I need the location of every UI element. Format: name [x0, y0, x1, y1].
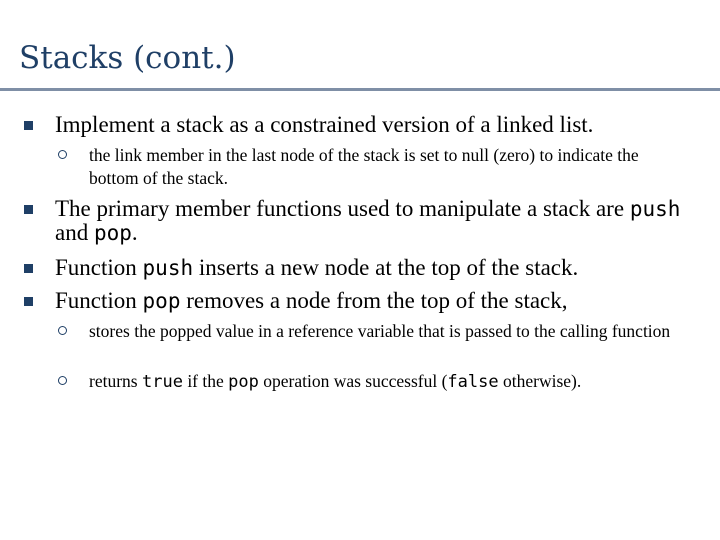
circle-bullet-icon: [58, 326, 67, 335]
sub-item-4-2-text-mid: if the: [182, 371, 229, 391]
square-bullet-icon: [24, 121, 33, 130]
square-bullet-icon: [24, 264, 33, 273]
code-false: false: [447, 372, 499, 392]
code-pop: pop: [142, 289, 181, 313]
code-push: push: [629, 197, 681, 221]
bullet-item-4-text-end: removes a node from the top of the stack,: [180, 288, 568, 313]
bullet-item-2: [55, 197, 715, 245]
bullet-item-4: [55, 289, 715, 313]
sub-item-4-2-text-end: otherwise).: [498, 371, 582, 391]
sub-item-1-1-text: the link member in the last node of the stack is set to null (zero) to indicate the bottom of the stack.: [89, 145, 639, 188]
slide-title: Stacks (cont.): [19, 40, 236, 76]
circle-bullet-icon: [58, 150, 67, 159]
sub-item-1-1: [89, 144, 689, 190]
square-bullet-icon: [24, 297, 33, 306]
bullet-item-1: [55, 113, 715, 137]
square-bullet-icon: [24, 205, 33, 214]
bullet-item-3-text-end: inserts a new node at the top of the stack.: [193, 255, 579, 280]
bullet-item-2-text-end: .: [131, 220, 138, 245]
code-pop: pop: [93, 221, 132, 245]
code-pop: pop: [228, 372, 259, 392]
title-divider: [0, 88, 720, 91]
circle-bullet-icon: [58, 376, 67, 385]
sub-item-4-2: [89, 370, 689, 394]
bullet-item-4-text: Function: [55, 288, 143, 313]
bullet-item-3-text: Function: [55, 255, 143, 280]
sub-item-4-2-text: returns: [89, 371, 142, 391]
code-push: push: [142, 256, 194, 280]
code-true: true: [141, 372, 183, 392]
sub-item-4-1-text: stores the popped value in a reference variable that is passed to the calling function: [89, 321, 671, 341]
bullet-item-3: [55, 256, 715, 280]
sub-item-4-1: [89, 320, 689, 343]
bullet-item-1-text: Implement a stack as a constrained version of a linked list.: [55, 112, 594, 137]
sub-item-4-2-text-mid2: operation was successful (: [258, 371, 448, 391]
bullet-item-2-text: The primary member functions used to manipulate a stack are: [55, 196, 630, 221]
bullet-item-2-text-mid: and: [55, 220, 94, 245]
